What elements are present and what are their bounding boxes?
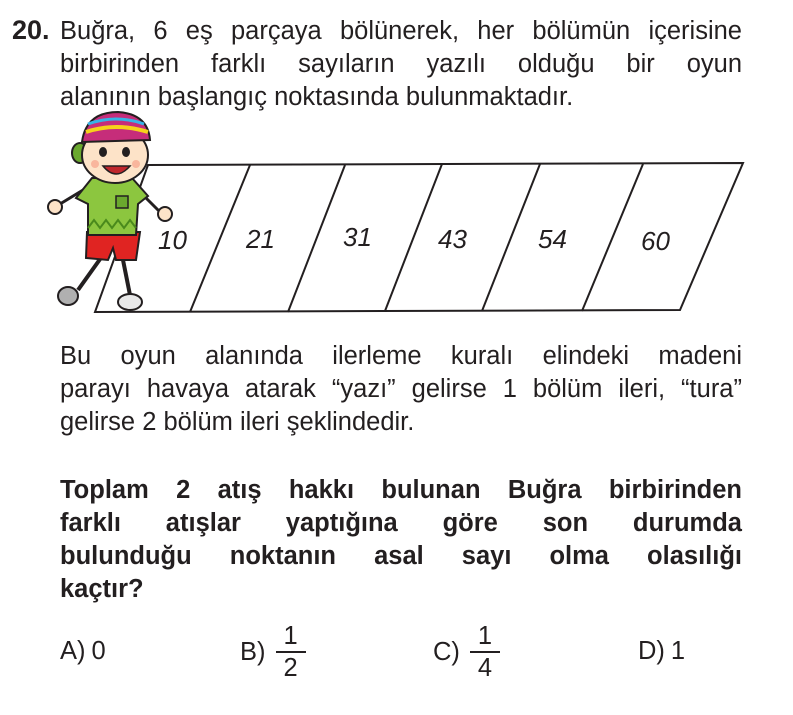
cheek bbox=[132, 160, 140, 168]
game-rule bbox=[60, 340, 742, 439]
option-a-label: A) bbox=[60, 637, 86, 665]
shirt-pocket bbox=[116, 196, 128, 208]
option-d-value: 1 bbox=[670, 637, 686, 665]
option-c[interactable] bbox=[433, 621, 500, 683]
fraction-numerator: 1 bbox=[276, 621, 306, 653]
rule-line: Bu oyun alanında ilerleme kuralı elindeki madeni bbox=[60, 342, 742, 370]
left-hand bbox=[48, 200, 62, 214]
right-shoe bbox=[118, 294, 142, 310]
rule-line: gelirse 2 bölüm ileri şeklindedir. bbox=[60, 408, 415, 436]
left-shoe bbox=[58, 287, 78, 305]
question-prompt bbox=[60, 474, 742, 606]
option-b[interactable] bbox=[240, 621, 306, 683]
intro-line: birbirinden farklı sayıların yazılı olduğu bir oyun bbox=[60, 50, 742, 78]
board-number: 21 bbox=[246, 224, 275, 254]
fraction-numerator: 1 bbox=[470, 621, 500, 653]
right-hand bbox=[158, 207, 172, 221]
game-board-illustration bbox=[0, 0, 793, 340]
option-c-fraction bbox=[470, 621, 500, 683]
option-d-label: D) bbox=[638, 637, 665, 665]
option-d[interactable] bbox=[638, 637, 685, 666]
prompt-line: Toplam 2 atış hakkı bulunan Buğra birbirinden bbox=[60, 476, 742, 504]
board-number: 31 bbox=[343, 222, 372, 252]
fraction-denominator: 4 bbox=[477, 654, 493, 682]
intro-line: alanının başlangıç noktasında bulunmaktadır. bbox=[60, 83, 574, 111]
option-b-label: B) bbox=[240, 637, 266, 666]
option-b-fraction bbox=[276, 621, 306, 683]
board-number: 54 bbox=[538, 224, 567, 254]
left-leg bbox=[78, 255, 103, 290]
prompt-line: bulunduğu noktanın asal sayı olma olasılığı bbox=[60, 542, 742, 570]
board-number: 60 bbox=[641, 226, 670, 256]
rule-line: parayı havaya atarak “yazı” gelirse 1 bölüm ileri, “tura” bbox=[60, 375, 742, 403]
board-number: 10 bbox=[158, 225, 187, 255]
option-a[interactable] bbox=[60, 637, 106, 666]
prompt-line: farklı atışlar yaptığına göre son durumda bbox=[60, 509, 742, 537]
option-c-label: C) bbox=[433, 637, 460, 666]
prompt-line: kaçtır? bbox=[60, 575, 144, 603]
shorts bbox=[86, 232, 140, 260]
option-a-value: 0 bbox=[91, 637, 106, 665]
left-eye bbox=[99, 147, 107, 157]
fraction-denominator: 2 bbox=[283, 654, 298, 682]
question-number: 20. bbox=[12, 15, 50, 45]
right-eye bbox=[122, 147, 130, 157]
cheek bbox=[91, 160, 99, 168]
board-number: 43 bbox=[438, 224, 467, 254]
intro-line: Buğra, 6 eş parçaya bölünerek, her bölümün içerisine bbox=[60, 17, 742, 45]
